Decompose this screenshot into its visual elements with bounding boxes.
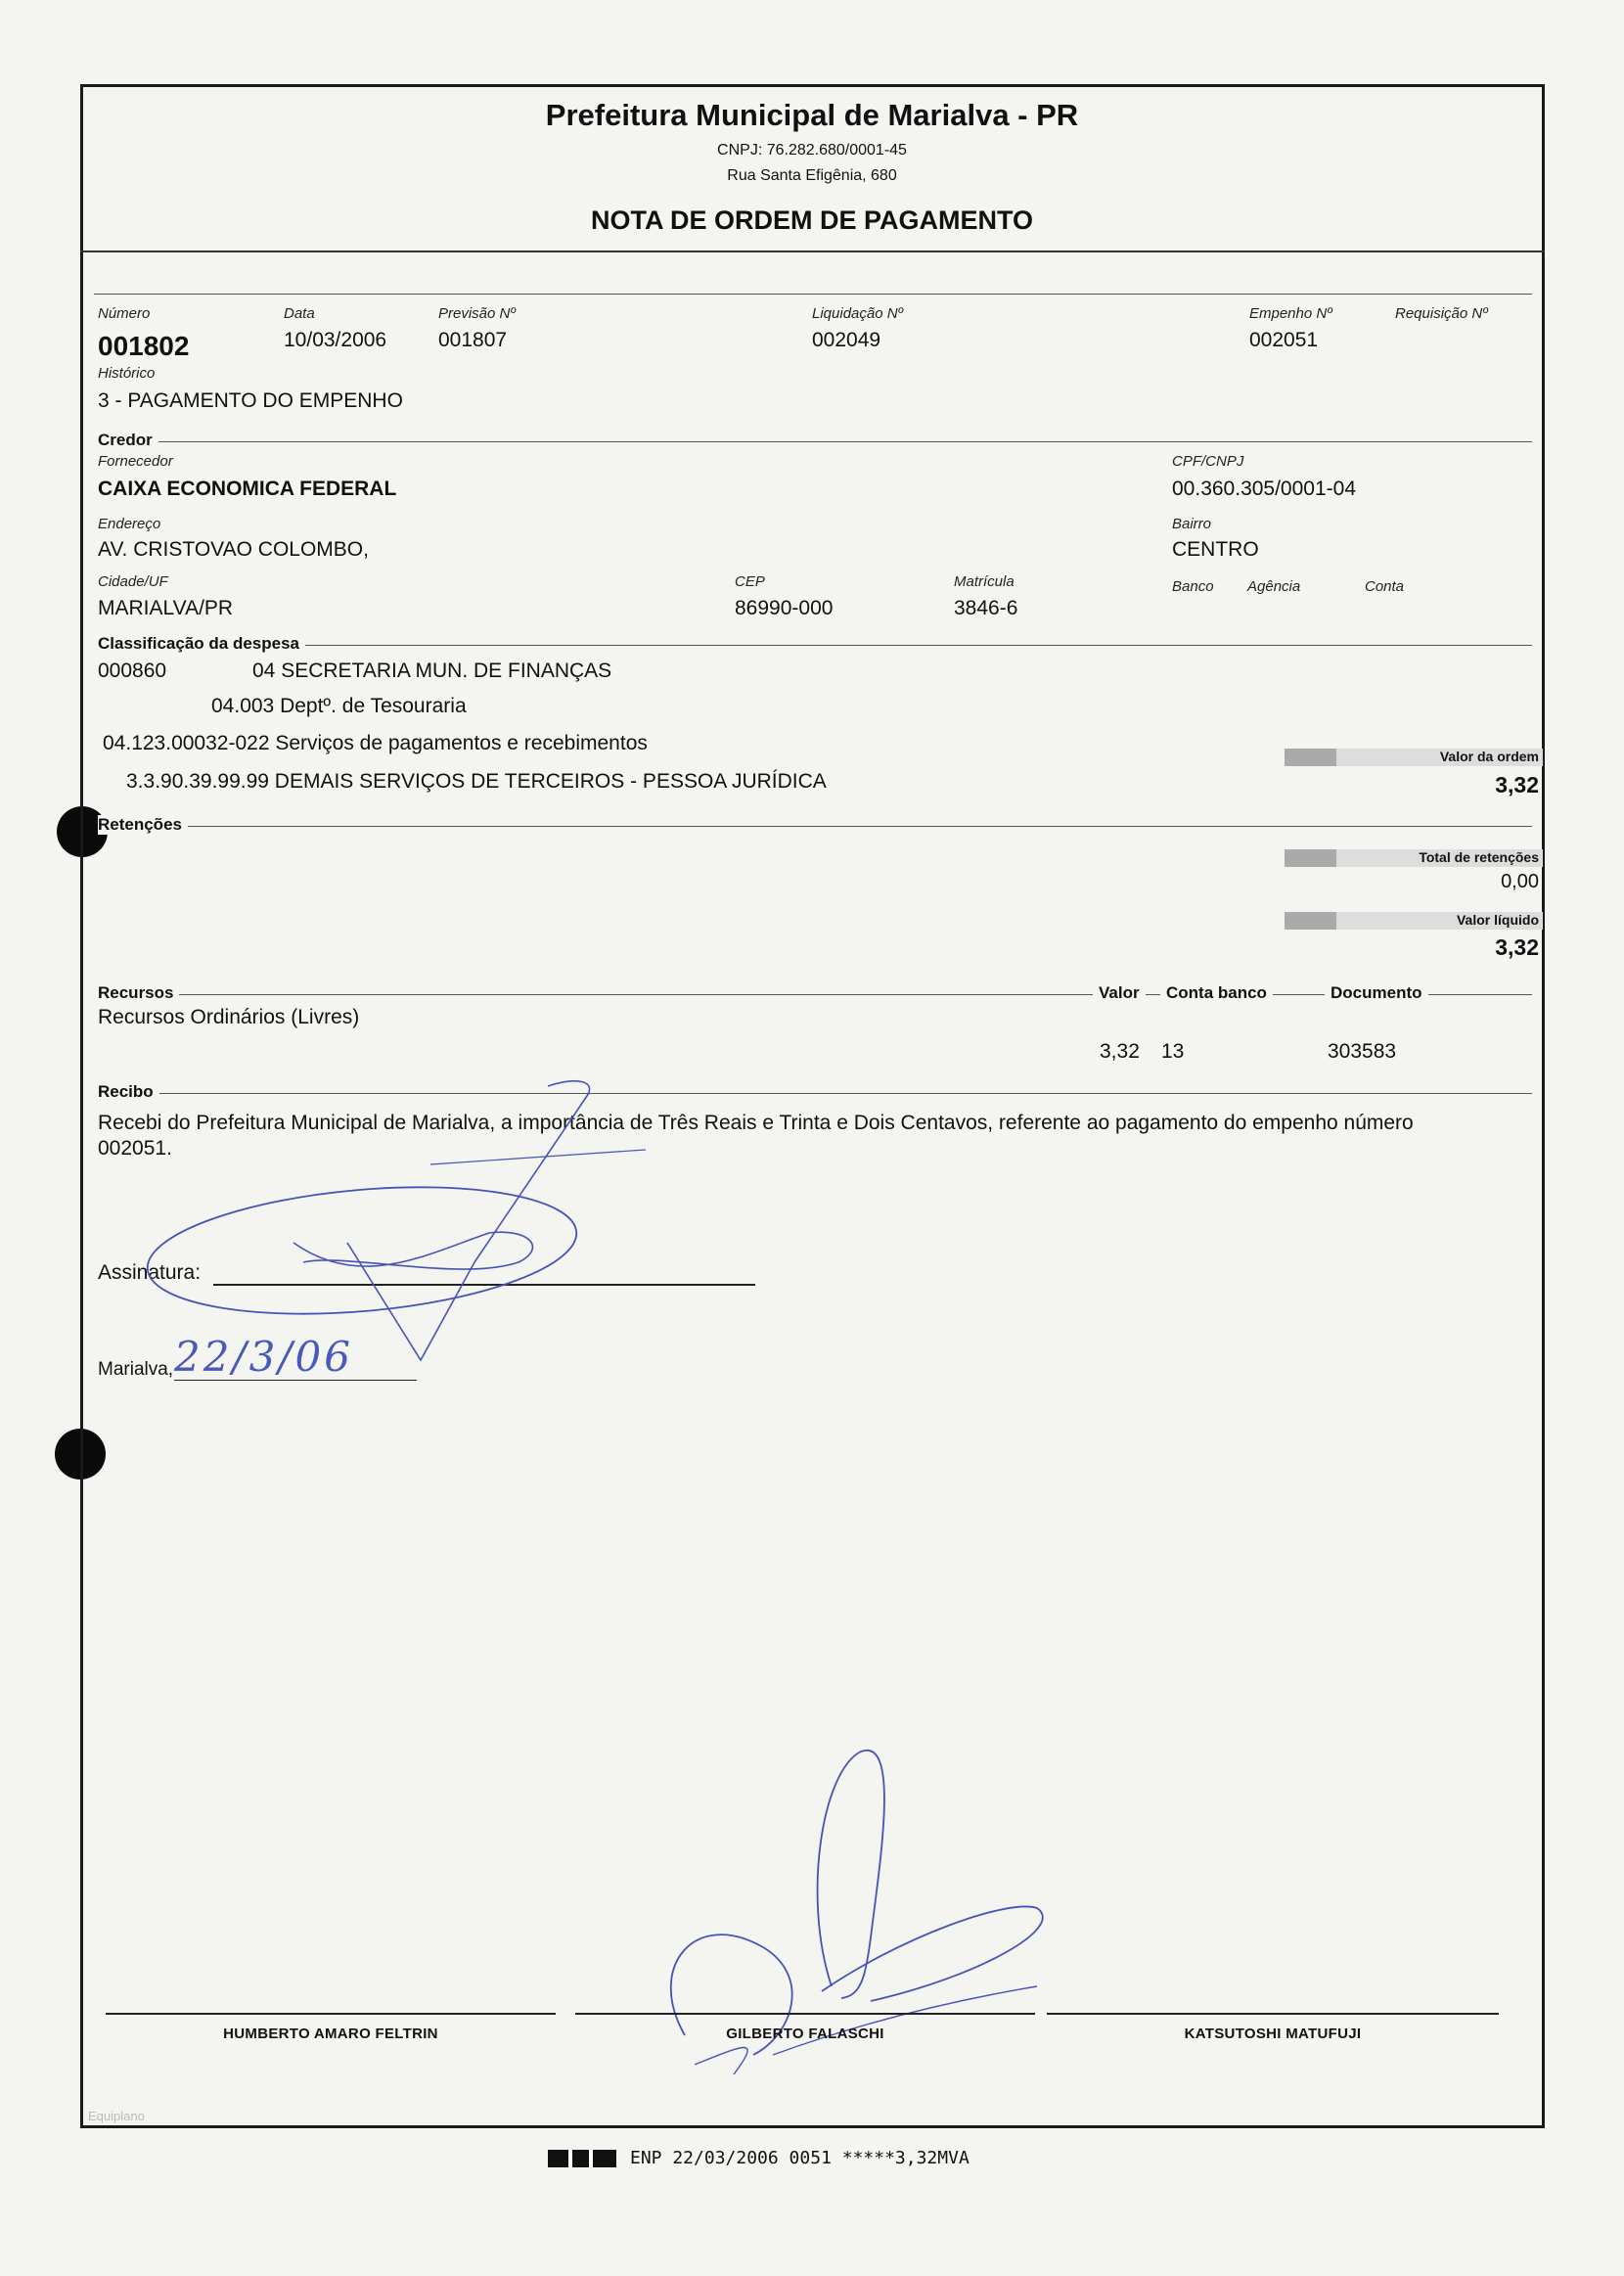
logo-mark (548, 2150, 616, 2167)
classificacao-rule (98, 645, 1532, 646)
gilberto-signature (626, 1742, 1076, 2074)
classificacao-code: 000860 (98, 660, 167, 682)
classificacao-line4: 3.3.90.39.99.99 DEMAIS SERVIÇOS DE TERCEIROS - PESSOA JURÍDICA (126, 770, 827, 793)
payment-stamp: ENP 22/03/2006 0051 *****3,32MVA (630, 2148, 970, 2168)
header-divider (80, 250, 1545, 252)
cidade-value: MARIALVA/PR (98, 597, 234, 619)
historico-value: 3 - PAGAMENTO DO EMPENHO (98, 389, 403, 412)
recursos-documento: 303583 (1328, 1040, 1397, 1063)
data-label: Data (284, 305, 315, 322)
marialva-label: Marialva, (98, 1359, 174, 1380)
bairro-label: Bairro (1172, 516, 1212, 532)
numero-label: Número (98, 305, 151, 322)
cpf-label: CPF/CNPJ (1172, 453, 1244, 470)
classificacao-line2: 04.003 Deptº. de Tesouraria (211, 695, 467, 717)
numero-value: 001802 (98, 331, 190, 361)
data-value: 10/03/2006 (284, 329, 387, 351)
handwritten-date: 22/3/06 (174, 1333, 353, 1381)
requisicao-label: Requisição Nº (1395, 305, 1488, 322)
cidade-label: Cidade/UF (98, 573, 168, 590)
previsao-value: 001807 (438, 329, 508, 351)
recibo-text-line1: Recebi do Prefeitura Municipal de Marialva, a importância de Três Reais e Trinta e Dois Centavos, referente ao pagamento do empenho número (98, 1112, 1414, 1134)
agencia-label: Agência (1247, 578, 1301, 595)
valor-ordem-label: Valor da ordem (1439, 749, 1539, 764)
historico-label: Histórico (98, 365, 156, 382)
recursos-conta-header: Conta banco (1160, 983, 1273, 1003)
fornecedor-label: Fornecedor (98, 453, 173, 470)
recursos-rule (98, 994, 1532, 995)
previsao-label: Previsão Nº (438, 305, 516, 322)
liquidacao-value: 002049 (812, 329, 881, 351)
recibo-text-line2: 002051. (98, 1137, 172, 1160)
recibo-section: Recibo (98, 1082, 159, 1102)
valor-liquido-value: 3,32 (1495, 934, 1539, 960)
total-retencoes-label: Total de retenções (1419, 849, 1539, 865)
address-line: Rua Santa Efigênia, 680 (727, 167, 897, 184)
fornecedor-value: CAIXA ECONOMICA FEDERAL (98, 478, 397, 500)
credor-rule (98, 441, 1532, 442)
bairro-value: CENTRO (1172, 538, 1259, 561)
classificacao-line3: 04.123.00032-022 Serviços de pagamentos e recebimentos (103, 732, 648, 754)
recursos-valor: 3,32 (1100, 1040, 1140, 1063)
cnpj-line: CNPJ: 76.282.680/0001-45 (717, 142, 907, 159)
cpf-value: 00.360.305/0001-04 (1172, 478, 1357, 500)
header-divider-2 (94, 294, 1532, 295)
municipality-title: Prefeitura Municipal de Marialva - PR (545, 98, 1079, 132)
recursos-valor-header: Valor (1093, 983, 1146, 1003)
classificacao-section: Classificação da despesa (98, 634, 305, 654)
valor-liquido-label: Valor líquido (1456, 912, 1539, 928)
matricula-label: Matrícula (954, 573, 1015, 590)
recursos-documento-header: Documento (1325, 983, 1428, 1003)
assinatura-label: Assinatura: (98, 1261, 202, 1284)
recursos-conta: 13 (1161, 1040, 1185, 1063)
credor-section: Credor (98, 431, 158, 450)
footer-side-text: Equiplano (88, 2109, 145, 2123)
empenho-label: Empenho Nº (1249, 305, 1332, 322)
cep-label: CEP (735, 573, 765, 590)
valor-ordem-value: 3,32 (1495, 772, 1539, 797)
endereco-value: AV. CRISTOVAO COLOMBO, (98, 538, 369, 561)
recursos-section: Recursos (98, 983, 179, 1003)
signatory-name-3: KATSUTOSHI MATUFUJI (1184, 2026, 1362, 2042)
signatory-line-2 (575, 2013, 1035, 2015)
recursos-descricao: Recursos Ordinários (Livres) (98, 1006, 360, 1028)
signatory-name-2: GILBERTO FALASCHI (726, 2026, 884, 2042)
signatory-name-1: HUMBERTO AMARO FELTRIN (223, 2026, 438, 2042)
signatory-line-3 (1047, 2013, 1499, 2015)
liquidacao-label: Liquidação Nº (812, 305, 904, 322)
banco-label: Banco (1172, 578, 1214, 595)
matricula-value: 3846-6 (954, 597, 1018, 619)
classificacao-line1: 04 SECRETARIA MUN. DE FINANÇAS (252, 660, 612, 682)
document-title: NOTA DE ORDEM DE PAGAMENTO (590, 205, 1033, 235)
conta-label: Conta (1365, 578, 1405, 595)
empenho-value: 002051 (1249, 329, 1319, 351)
recibo-signature (137, 1057, 724, 1370)
endereco-label: Endereço (98, 516, 161, 532)
cep-value: 86990-000 (735, 597, 834, 619)
signatory-line-1 (106, 2013, 556, 2015)
retencoes-rule (98, 826, 1532, 827)
total-retencoes-value: 0,00 (1501, 871, 1539, 892)
retencoes-section: Retenções (98, 815, 188, 835)
